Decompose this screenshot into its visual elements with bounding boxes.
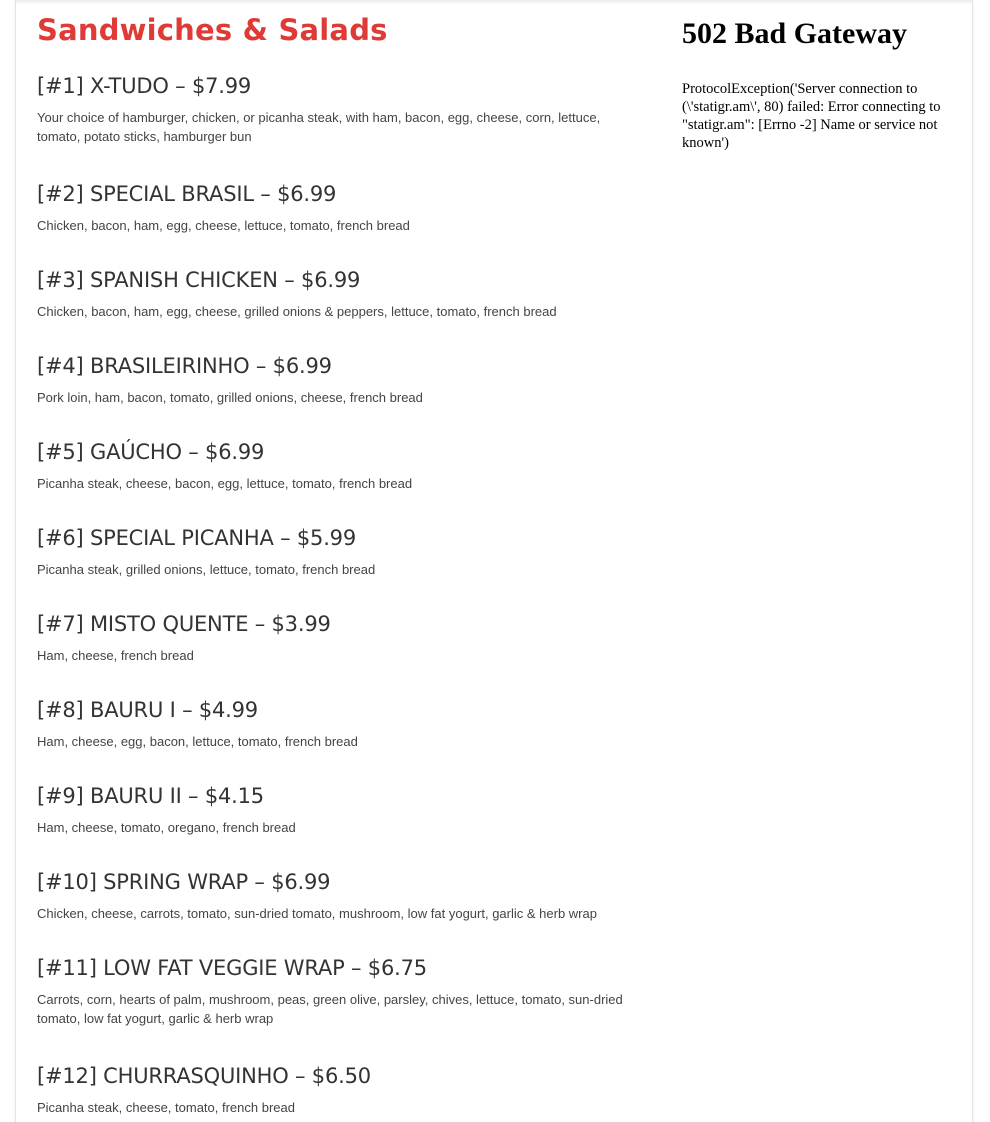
menu-item-description: Ham, cheese, french bread: [37, 648, 194, 663]
menu-item-description: Chicken, bacon, ham, egg, cheese, lettuce, tomato, french bread: [37, 218, 410, 233]
top-strip: [16, 0, 972, 5]
section-title: Sandwiches & Salads: [37, 13, 388, 47]
menu-item-title: [#5] GAÚCHO – $6.99: [37, 440, 265, 464]
menu-item-title: [#4] BRASILEIRINHO – $6.99: [37, 354, 332, 378]
error-title: 502 Bad Gateway: [682, 17, 907, 50]
menu-item-title: [#8] BAURU I – $4.99: [37, 698, 258, 722]
menu-item: [37, 863, 637, 923]
menu-item-description: Picanha steak, cheese, tomato, french bread: [37, 1100, 295, 1115]
menu-item-title: [#11] LOW FAT VEGGIE WRAP – $6.75: [37, 956, 427, 980]
menu-item-title: [#7] MISTO QUENTE – $3.99: [37, 612, 331, 636]
menu-item-title: [#12] CHURRASQUINHO – $6.50: [37, 1064, 371, 1088]
menu-item: [37, 777, 637, 837]
menu-item: [37, 347, 637, 407]
menu-item-description: Ham, cheese, egg, bacon, lettuce, tomato, french bread: [37, 734, 358, 749]
menu-item-title: [#2] SPECIAL BRASIL – $6.99: [37, 182, 337, 206]
menu-item: [37, 519, 637, 579]
menu-item-title: [#1] X-TUDO – $7.99: [37, 74, 252, 98]
menu-item: [37, 175, 637, 235]
menu-item-description: Chicken, cheese, carrots, tomato, sun-dried tomato, mushroom, low fat yogurt, garlic & herb wrap: [37, 906, 597, 921]
menu-item: [37, 691, 637, 751]
menu-item-description: Picanha steak, grilled onions, lettuce, tomato, french bread: [37, 562, 376, 577]
menu-item-title: [#9] BAURU II – $4.15: [37, 784, 264, 808]
menu-item-description: Carrots, corn, hearts of palm, mushroom, peas, green olive, parsley, chives, lettuce, tomato, sun-dried tomato, low fat yogurt, garlic & herb wrap: [37, 992, 623, 1026]
menu-item: [37, 67, 637, 146]
menu-item: [37, 949, 637, 1028]
menu-item-title: [#6] SPECIAL PICANHA – $5.99: [37, 526, 356, 550]
page-container: [15, 0, 973, 1122]
menu-item-description: Chicken, bacon, ham, egg, cheese, grilled onions & peppers, lettuce, tomato, french bread: [37, 304, 557, 319]
menu-item-title: [#10] SPRING WRAP – $6.99: [37, 870, 331, 894]
menu-item: [37, 1057, 637, 1117]
menu-item: [37, 433, 637, 493]
error-message: ProtocolException('Server connection to (\'statigr.am\', 80) failed: Error connecting to "statigr.am": [Errno -2] Name or service not known'): [682, 81, 941, 151]
menu-content: [37, 10, 637, 1117]
sidebar-widget: [682, 14, 954, 152]
menu-item-description: Ham, cheese, tomato, oregano, french bread: [37, 820, 296, 835]
menu-item-description: Pork loin, ham, bacon, tomato, grilled onions, cheese, french bread: [37, 390, 423, 405]
menu-item-description: Picanha steak, cheese, bacon, egg, lettuce, tomato, french bread: [37, 476, 413, 491]
menu-item-title: [#3] SPANISH CHICKEN – $6.99: [37, 268, 361, 292]
menu-item-description: Your choice of hamburger, chicken, or picanha steak, with ham, bacon, egg, cheese, corn, lettuce, tomato, potato sticks, hamburger bun: [37, 110, 601, 144]
menu-item: [37, 605, 637, 665]
menu-item: [37, 261, 637, 321]
